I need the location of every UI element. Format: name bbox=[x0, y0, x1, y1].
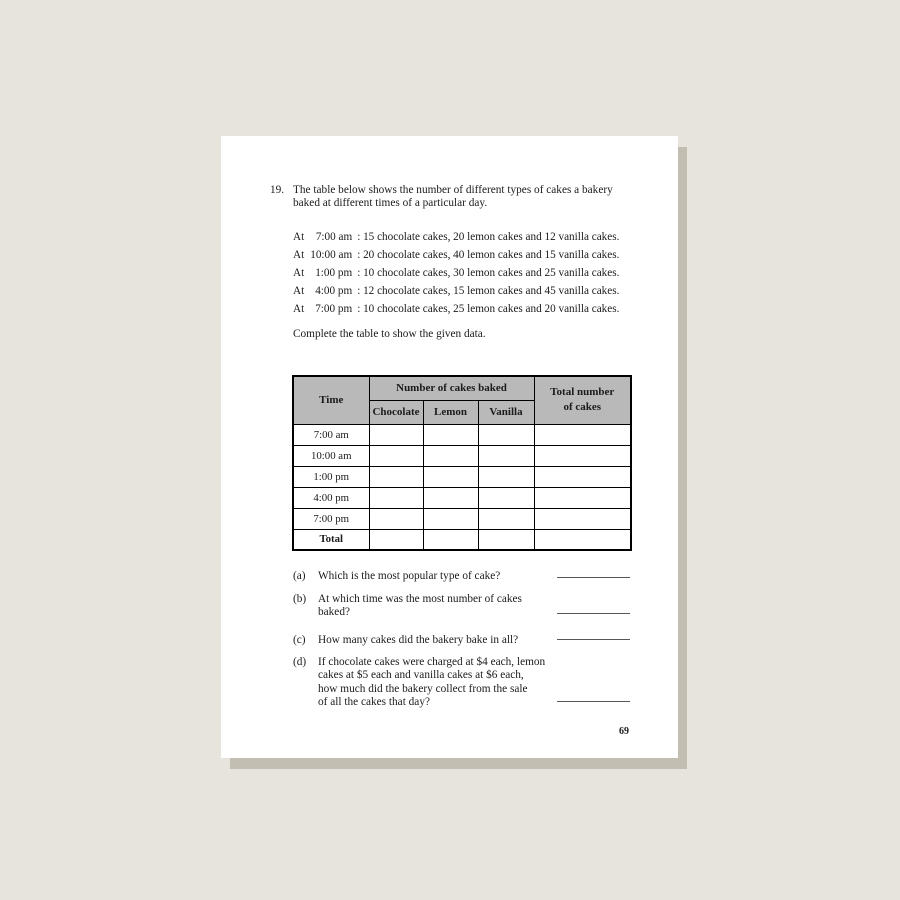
column-header-total bbox=[534, 376, 631, 424]
table-instruction: Complete the table to show the given data. bbox=[293, 328, 486, 340]
subquestion-d bbox=[293, 656, 545, 710]
table-total-row bbox=[293, 529, 631, 550]
table-cell-blank bbox=[369, 529, 423, 550]
question-number: 19. bbox=[270, 184, 285, 196]
text-line: The table below shows the number of different types of cakes a bakery bbox=[293, 184, 613, 196]
schedule-line bbox=[293, 300, 619, 318]
schedule-detail: : 10 chocolate cakes, 25 lemon cakes and 20 vanilla cakes. bbox=[357, 303, 620, 315]
text-line: baked at different times of a particular day. bbox=[293, 197, 488, 210]
answer-line-c bbox=[557, 639, 630, 640]
answer-line-a bbox=[557, 577, 630, 578]
table-cell-blank bbox=[534, 466, 631, 487]
subquestion-a bbox=[293, 570, 500, 583]
table-cell-blank bbox=[534, 508, 631, 529]
schedule-detail: : 20 chocolate cakes, 40 lemon cakes and 15 vanilla cakes. bbox=[357, 249, 620, 261]
subquestion-label: (c) bbox=[293, 634, 306, 646]
schedule-time: 7:00 pm bbox=[315, 303, 353, 315]
text-line: If chocolate cakes were charged at $4 each, lemon bbox=[318, 656, 546, 668]
subquestion-c bbox=[293, 634, 518, 647]
table-cell-blank bbox=[423, 508, 478, 529]
schedule-line bbox=[293, 282, 619, 300]
table-cell-blank bbox=[369, 508, 423, 529]
schedule-prefix: At bbox=[293, 303, 305, 315]
column-header-lemon: Lemon bbox=[423, 400, 478, 424]
subquestion-text bbox=[318, 656, 545, 710]
schedule-line bbox=[293, 246, 619, 264]
table-cell-blank bbox=[369, 424, 423, 445]
schedule-prefix: At bbox=[293, 267, 305, 279]
schedule-time: 7:00 am bbox=[315, 231, 353, 243]
row-time-label: 7:00 pm bbox=[293, 508, 369, 529]
answer-line-d bbox=[557, 701, 630, 702]
subquestion-text bbox=[318, 570, 500, 583]
table-cell-blank bbox=[478, 529, 534, 550]
table-cell-blank bbox=[534, 445, 631, 466]
table-cell-blank bbox=[478, 466, 534, 487]
schedule-time: 1:00 pm bbox=[315, 267, 353, 279]
table-cell-blank bbox=[423, 529, 478, 550]
schedule-detail: : 10 chocolate cakes, 30 lemon cakes and 25 vanilla cakes. bbox=[357, 267, 620, 279]
answer-line-b bbox=[557, 613, 630, 614]
table-cell-blank bbox=[423, 466, 478, 487]
table-header-row-1 bbox=[293, 376, 631, 400]
question-intro-text bbox=[293, 184, 613, 211]
text-line: baked? bbox=[318, 606, 350, 619]
subquestion-text bbox=[318, 634, 518, 647]
subquestion-label: (b) bbox=[293, 593, 307, 605]
subquestion-label: (a) bbox=[293, 570, 306, 582]
baking-schedule bbox=[293, 228, 619, 318]
row-time-label: 1:00 pm bbox=[293, 466, 369, 487]
table-cell-blank bbox=[478, 445, 534, 466]
text-line: how much did the bakery collect from the sale bbox=[318, 682, 528, 695]
schedule-line bbox=[293, 264, 619, 282]
total-row-label: Total bbox=[293, 529, 369, 550]
text-line: of all the cakes that day? bbox=[318, 696, 430, 709]
column-header-time: Time bbox=[293, 376, 369, 424]
row-time-label: 4:00 pm bbox=[293, 487, 369, 508]
text-line: How many cakes did the bakery bake in all? bbox=[318, 634, 519, 646]
schedule-line bbox=[293, 228, 619, 246]
table-row bbox=[293, 424, 631, 445]
page-number: 69 bbox=[619, 726, 629, 737]
row-time-label: 10:00 am bbox=[293, 445, 369, 466]
table-cell-blank bbox=[423, 424, 478, 445]
text-line: of cakes bbox=[563, 401, 602, 414]
table-cell-blank bbox=[478, 487, 534, 508]
table-cell-blank bbox=[423, 445, 478, 466]
schedule-prefix: At bbox=[293, 231, 305, 243]
question-intro bbox=[270, 184, 613, 211]
column-header-group: Number of cakes baked bbox=[369, 376, 534, 400]
schedule-prefix: At bbox=[293, 285, 305, 297]
text-line: cakes at $5 each and vanilla cakes at $6 each, bbox=[318, 669, 524, 682]
cakes-table bbox=[292, 375, 632, 551]
schedule-time: 10:00 am bbox=[310, 249, 353, 261]
table-cell-blank bbox=[478, 508, 534, 529]
table-row bbox=[293, 466, 631, 487]
schedule-time: 4:00 pm bbox=[315, 285, 353, 297]
table-cell-blank bbox=[478, 424, 534, 445]
table-cell-blank bbox=[423, 487, 478, 508]
text-line: Total number bbox=[550, 386, 615, 399]
schedule-detail: : 15 chocolate cakes, 20 lemon cakes and 12 vanilla cakes. bbox=[357, 231, 620, 243]
table-cell-blank bbox=[534, 529, 631, 550]
table-cell-blank bbox=[534, 487, 631, 508]
subquestion-b bbox=[293, 593, 522, 620]
schedule-detail: : 12 chocolate cakes, 15 lemon cakes and 45 vanilla cakes. bbox=[357, 285, 620, 297]
schedule-prefix: At bbox=[293, 249, 305, 261]
table-cell-blank bbox=[534, 424, 631, 445]
table-row bbox=[293, 445, 631, 466]
table-cell-blank bbox=[369, 445, 423, 466]
table-cell-blank bbox=[369, 466, 423, 487]
subquestion-text bbox=[318, 593, 522, 620]
table-row bbox=[293, 508, 631, 529]
table-row bbox=[293, 487, 631, 508]
column-header-chocolate: Chocolate bbox=[369, 400, 423, 424]
workbook-page bbox=[221, 136, 678, 758]
text-line: At which time was the most number of cakes bbox=[318, 593, 522, 605]
row-time-label: 7:00 am bbox=[293, 424, 369, 445]
subquestion-label: (d) bbox=[293, 656, 307, 668]
table-cell-blank bbox=[369, 487, 423, 508]
column-header-vanilla: Vanilla bbox=[478, 400, 534, 424]
text-line: Which is the most popular type of cake? bbox=[318, 570, 501, 582]
